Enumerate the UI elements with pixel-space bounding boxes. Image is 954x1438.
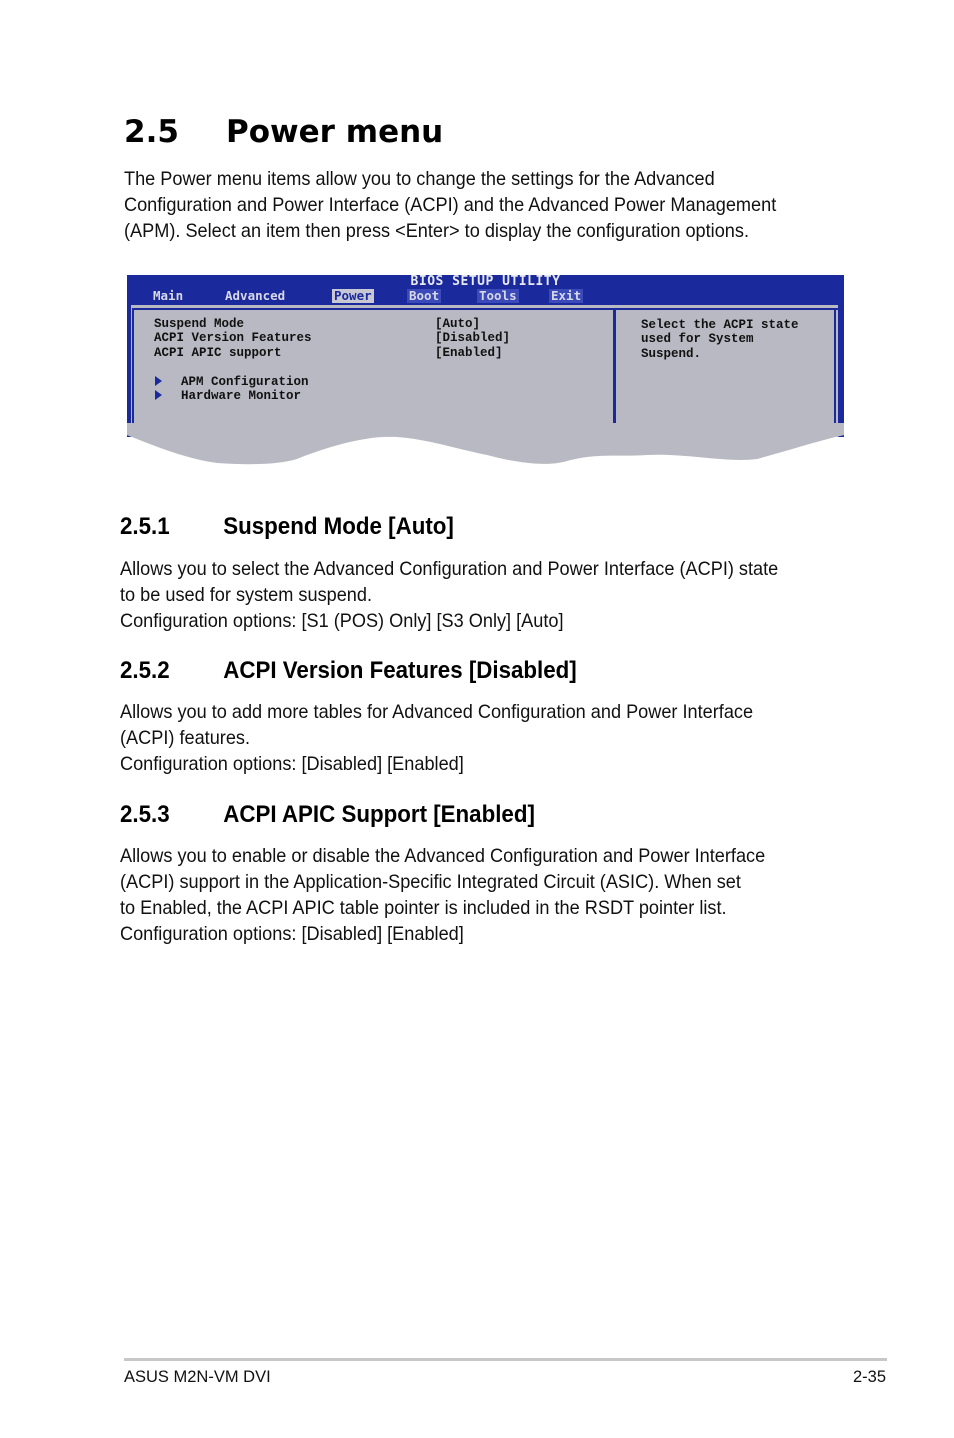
submenu-arrow-icon [155,390,162,400]
bios-tab-tools[interactable]: Tools [479,288,517,303]
body-line: Allows you to enable or disable the Advanced Configuration and Power Interface [120,845,766,867]
section-number: 2.5.3 [120,801,170,828]
torn-edge [127,423,844,467]
bios-frame [834,309,836,437]
intro-line: (APM). Select an item then press <Enter> to display the configuration options. [124,220,749,242]
body-line: Configuration options: [Disabled] [Enabled] [120,923,464,945]
bios-setting-label[interactable]: ACPI Version Features [154,331,312,345]
section-title-text: ACPI Version Features [Disabled] [223,657,577,684]
bios-tab-boot[interactable]: Boot [409,288,440,303]
submenu-arrow-icon [155,376,162,386]
section-number: 2.5 [124,114,179,150]
bios-help-line: Suspend. [641,347,702,361]
section-heading [120,513,454,541]
bios-submenu-hardware-monitor[interactable]: Hardware Monitor [181,389,302,403]
body-line: Allows you to add more tables for Advanced Configuration and Power Interface [120,701,754,723]
page-title [124,114,443,150]
section-title-text: Power menu [226,114,444,150]
bios-screenshot [127,275,844,467]
bios-setting-label[interactable]: ACPI APIC support [154,346,282,360]
footer-product-name: ASUS M2N-VM DVI [124,1368,271,1386]
section-body [120,843,765,947]
bios-setting-value[interactable]: [Enabled] [435,346,503,360]
footer-divider [124,1358,887,1361]
bios-frame [127,305,131,437]
body-line: (ACPI) support in the Application-Specific Integrated Circuit (ASIC). When set [120,871,741,893]
intro-line: Configuration and Power Interface (ACPI) and the Advanced Power Management [124,194,777,216]
footer-page-number: 2-35 [852,1368,886,1386]
bios-help-line: used for System [641,332,754,346]
bios-tab-main[interactable]: Main [153,288,184,303]
section-body [120,699,753,777]
bios-setting-value[interactable]: [Disabled] [435,331,511,345]
section-heading [120,801,535,829]
bios-frame [132,309,134,437]
section-title-text: ACPI APIC Support [Enabled] [223,801,535,828]
body-line: Allows you to select the Advanced Configuration and Power Interface (ACPI) state [120,558,779,580]
section-number: 2.5.1 [120,513,170,540]
intro-paragraph [124,166,776,244]
section-number: 2.5.2 [120,657,170,684]
bios-tab-power[interactable]: Power [334,288,372,303]
body-line: to Enabled, the ACPI APIC table pointer is included in the RSDT pointer list. [120,897,727,919]
body-line: Configuration options: [S1 (POS) Only] [S3 Only] [Auto] [120,610,564,632]
section-heading [120,657,577,685]
bios-frame [132,308,838,310]
section-title-text: Suspend Mode [Auto] [223,513,454,540]
bios-setting-value[interactable]: [Auto] [435,317,481,331]
bios-help-line: Select the ACPI state [641,318,799,332]
body-line: (ACPI) features. [120,727,251,749]
bios-tab-advanced[interactable]: Advanced [225,288,286,303]
bios-title: BIOS SETUP UTILITY [410,274,561,289]
bios-tab-exit[interactable]: Exit [551,288,582,303]
bios-submenu-apm[interactable]: APM Configuration [181,375,309,389]
section-body [120,556,778,634]
body-line: to be used for system suspend. [120,584,373,606]
bios-frame [838,305,844,437]
body-line: Configuration options: [Disabled] [Enabled] [120,753,464,775]
bios-setting-label[interactable]: Suspend Mode [154,317,245,331]
intro-line: The Power menu items allow you to change the settings for the Advanced [124,168,715,190]
